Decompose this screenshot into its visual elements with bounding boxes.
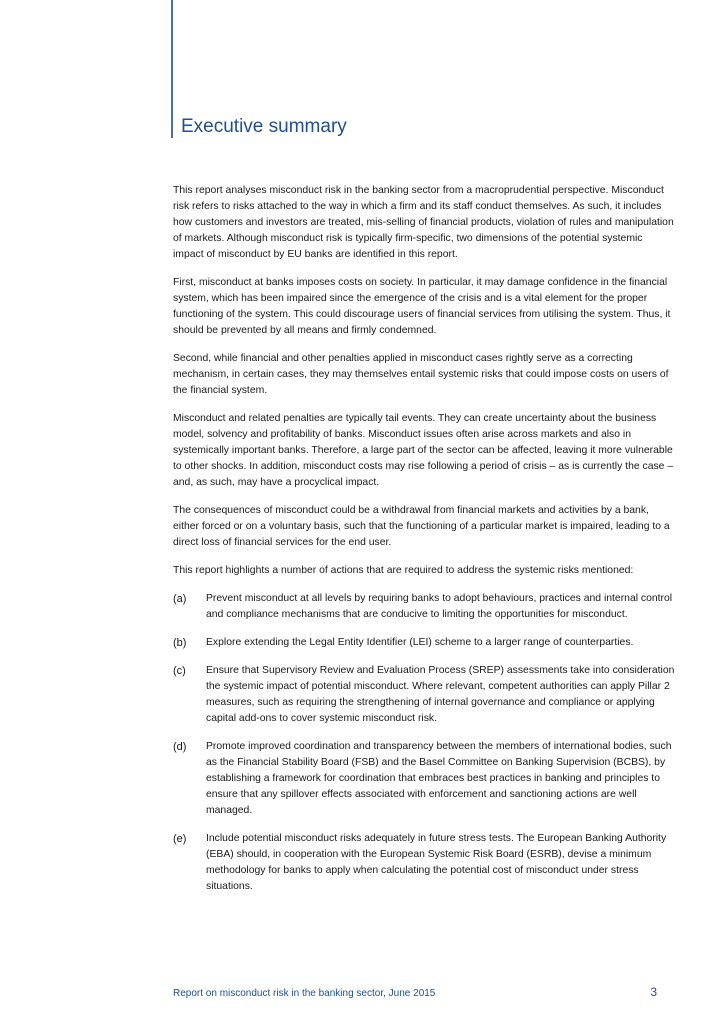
list-item-text: Promote improved coordination and transparency between the members of international bodies, such as the Financial Stability Board (FSB) and the Basel Committee on Banking Supervision (BCBS), by establishing a framework for coordination that embraces best practices in banking and principles to ensure that any spillover effects associated with enforcement and sanctioning actions are well managed. — [206, 741, 672, 816]
list-item-text: Ensure that Supervisory Review and Evaluation Process (SREP) assessments take into consideration the systemic impact of potential misconduct. Where relevant, competent authorities can apply Pillar 2 measures, such as requiring the strengthening of internal governance and compliance or applying capital add-ons to cover systemic misconduct risk. — [206, 665, 675, 724]
list-item-text: Explore extending the Legal Entity Identifier (LEI) scheme to a larger range of counterparties. — [206, 637, 634, 648]
paragraph: Second, while financial and other penalties applied in misconduct cases rightly serve as a correcting mechanism, in certain cases, they may themselves entail systemic risks that could impose costs on users of the financial system. — [173, 353, 669, 396]
page-title: Executive summary — [181, 116, 347, 137]
title-accent-rule — [171, 0, 173, 138]
list-item — [173, 739, 675, 819]
paragraph: First, misconduct at banks imposes costs on society. In particular, it may damage confidence in the financial system, which has been impaired since the emergence of the crisis and is a vital element for the proper functioning of the system. This could discourage users of financial services from utilising the system. Thus, it should be prevented by all means and firmly condemned. — [173, 277, 671, 336]
actions-list — [173, 591, 675, 895]
list-item — [173, 831, 675, 895]
paragraph: This report highlights a number of actions that are required to address the systemic risks mentioned: — [173, 565, 634, 576]
list-marker: (e) — [173, 833, 187, 845]
page-footer — [173, 985, 657, 999]
list-marker: (b) — [173, 637, 187, 649]
list-marker: (d) — [173, 741, 187, 753]
list-item — [173, 591, 675, 623]
list-item-text: Prevent misconduct at all levels by requiring banks to adopt behaviours, practices and internal control and compliance mechanisms that are conducive to limiting the opportunities for misconduct. — [206, 593, 673, 620]
paragraph: The consequences of misconduct could be a withdrawal from financial markets and activities by a bank, either forced or on a voluntary basis, such that the functioning of a particular market is impaired, leading to a direct loss of financial services for the end user. — [173, 505, 670, 548]
list-item — [173, 635, 675, 651]
executive-summary-body — [173, 183, 675, 907]
list-marker: (c) — [173, 665, 186, 677]
page-number: 3 — [650, 985, 657, 999]
paragraph: Misconduct and related penalties are typically tail events. They can create uncertainty about the business model, solvency and profitability of banks. Misconduct issues often arise across markets and also in systemically important banks. Therefore, a large part of the sector can be affected, leaving it more vulnerable to other shocks. In addition, misconduct costs may rise following a period of crisis – as is currently the case – and, as such, may have a procyclical impact. — [173, 413, 674, 488]
paragraph: This report analyses misconduct risk in the banking sector from a macroprudential perspective. Misconduct risk refers to risks attached to the way in which a firm and its staff conduct themselves. As such, it includes how customers and investors are treated, mis-selling of financial products, violation of rules and manipulation of markets. Although misconduct risk is typically firm-specific, two dimensions of the potential systemic impact of misconduct by EU banks are identified in this report. — [173, 185, 674, 260]
footer-report-title: Report on misconduct risk in the banking sector, June 2015 — [173, 988, 436, 999]
list-marker: (a) — [173, 593, 187, 605]
list-item — [173, 663, 675, 727]
list-item-text: Include potential misconduct risks adequately in future stress tests. The European Banking Authority (EBA) should, in cooperation with the European Systemic Risk Board (ESRB), devise a minimum methodology for banks to apply when calculating the potential cost of misconduct under stress situations. — [206, 833, 667, 892]
